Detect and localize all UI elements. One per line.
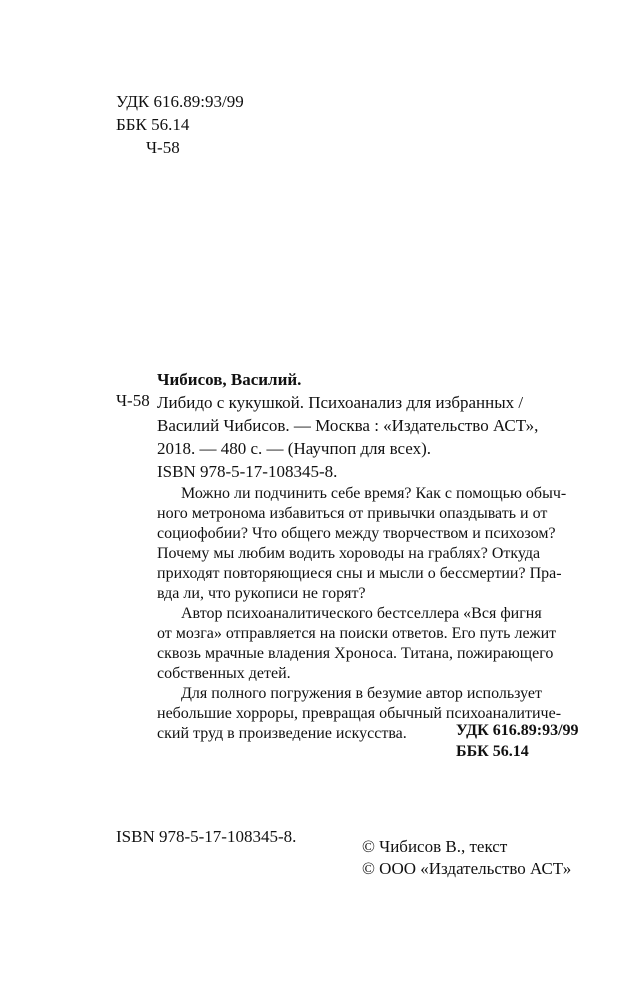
classification-codes-bottom [456,720,579,762]
annotation-line: небольшие хорроры, превращая обычный психоаналитиче- [157,705,562,722]
annotation-line: сквозь мрачные владения Хроноса. Титана, пожирающего [157,645,554,662]
copyright-line: © ООО «Издательство АСТ» [362,859,572,878]
annotation-line: собственных детей. [157,665,291,682]
author-mark: Ч-58 [146,138,180,157]
isbn-footer: ISBN 978-5-17-108345-8. [116,827,297,846]
annotation-line: Почему мы любим водить хороводы на граблях? Откуда [157,545,541,562]
annotation-line: от мозга» отправляется на поиски ответов. Его путь лежит [157,625,557,642]
isbn: ISBN 978-5-17-108345-8. [157,462,338,481]
annotation [157,484,575,744]
bib-line: Либидо с кукушкой. Психоанализ для избранных / [157,393,524,412]
udk-code-bold: УДК 616.89:93/99 [456,722,579,739]
udk-code: УДК 616.89:93/99 [116,92,244,111]
bbk-code-bold: ББК 56.14 [456,743,529,760]
annotation-line: приходят повторяющиеся сны и мысли о бессмертии? Пра- [157,565,562,582]
annotation-line: социофобии? Что общего между творчеством и психозом? [157,525,556,542]
author-mark-left: Ч-58 [116,391,150,410]
copyright-line: © Чибисов В., текст [362,837,508,856]
annotation-line: ного метронома избавиться от привычки опаздывать и от [157,505,548,522]
bbk-code: ББК 56.14 [116,115,190,134]
copyright-block [362,836,571,880]
bib-line: Василий Чибисов. — Москва : «Издательство АСТ», [157,416,539,435]
annotation-line: Автор психоаналитического бестселлера «Вся фигня [181,605,542,622]
annotation-line: Можно ли подчинить себе время? Как с помощью обыч- [181,485,567,502]
annotation-line: Для полного погружения в безумие автор использует [181,685,542,702]
annotation-line: вда ли, что рукописи не горят? [157,585,366,602]
author-heading: Чибисов, Василий. [157,370,302,389]
bib-line: 2018. — 480 с. — (Научпоп для всех). [157,439,432,458]
classification-codes-top [116,90,244,159]
annotation-line: ский труд в произведение искусства. [157,725,407,742]
bibliographic-description [157,391,577,460]
